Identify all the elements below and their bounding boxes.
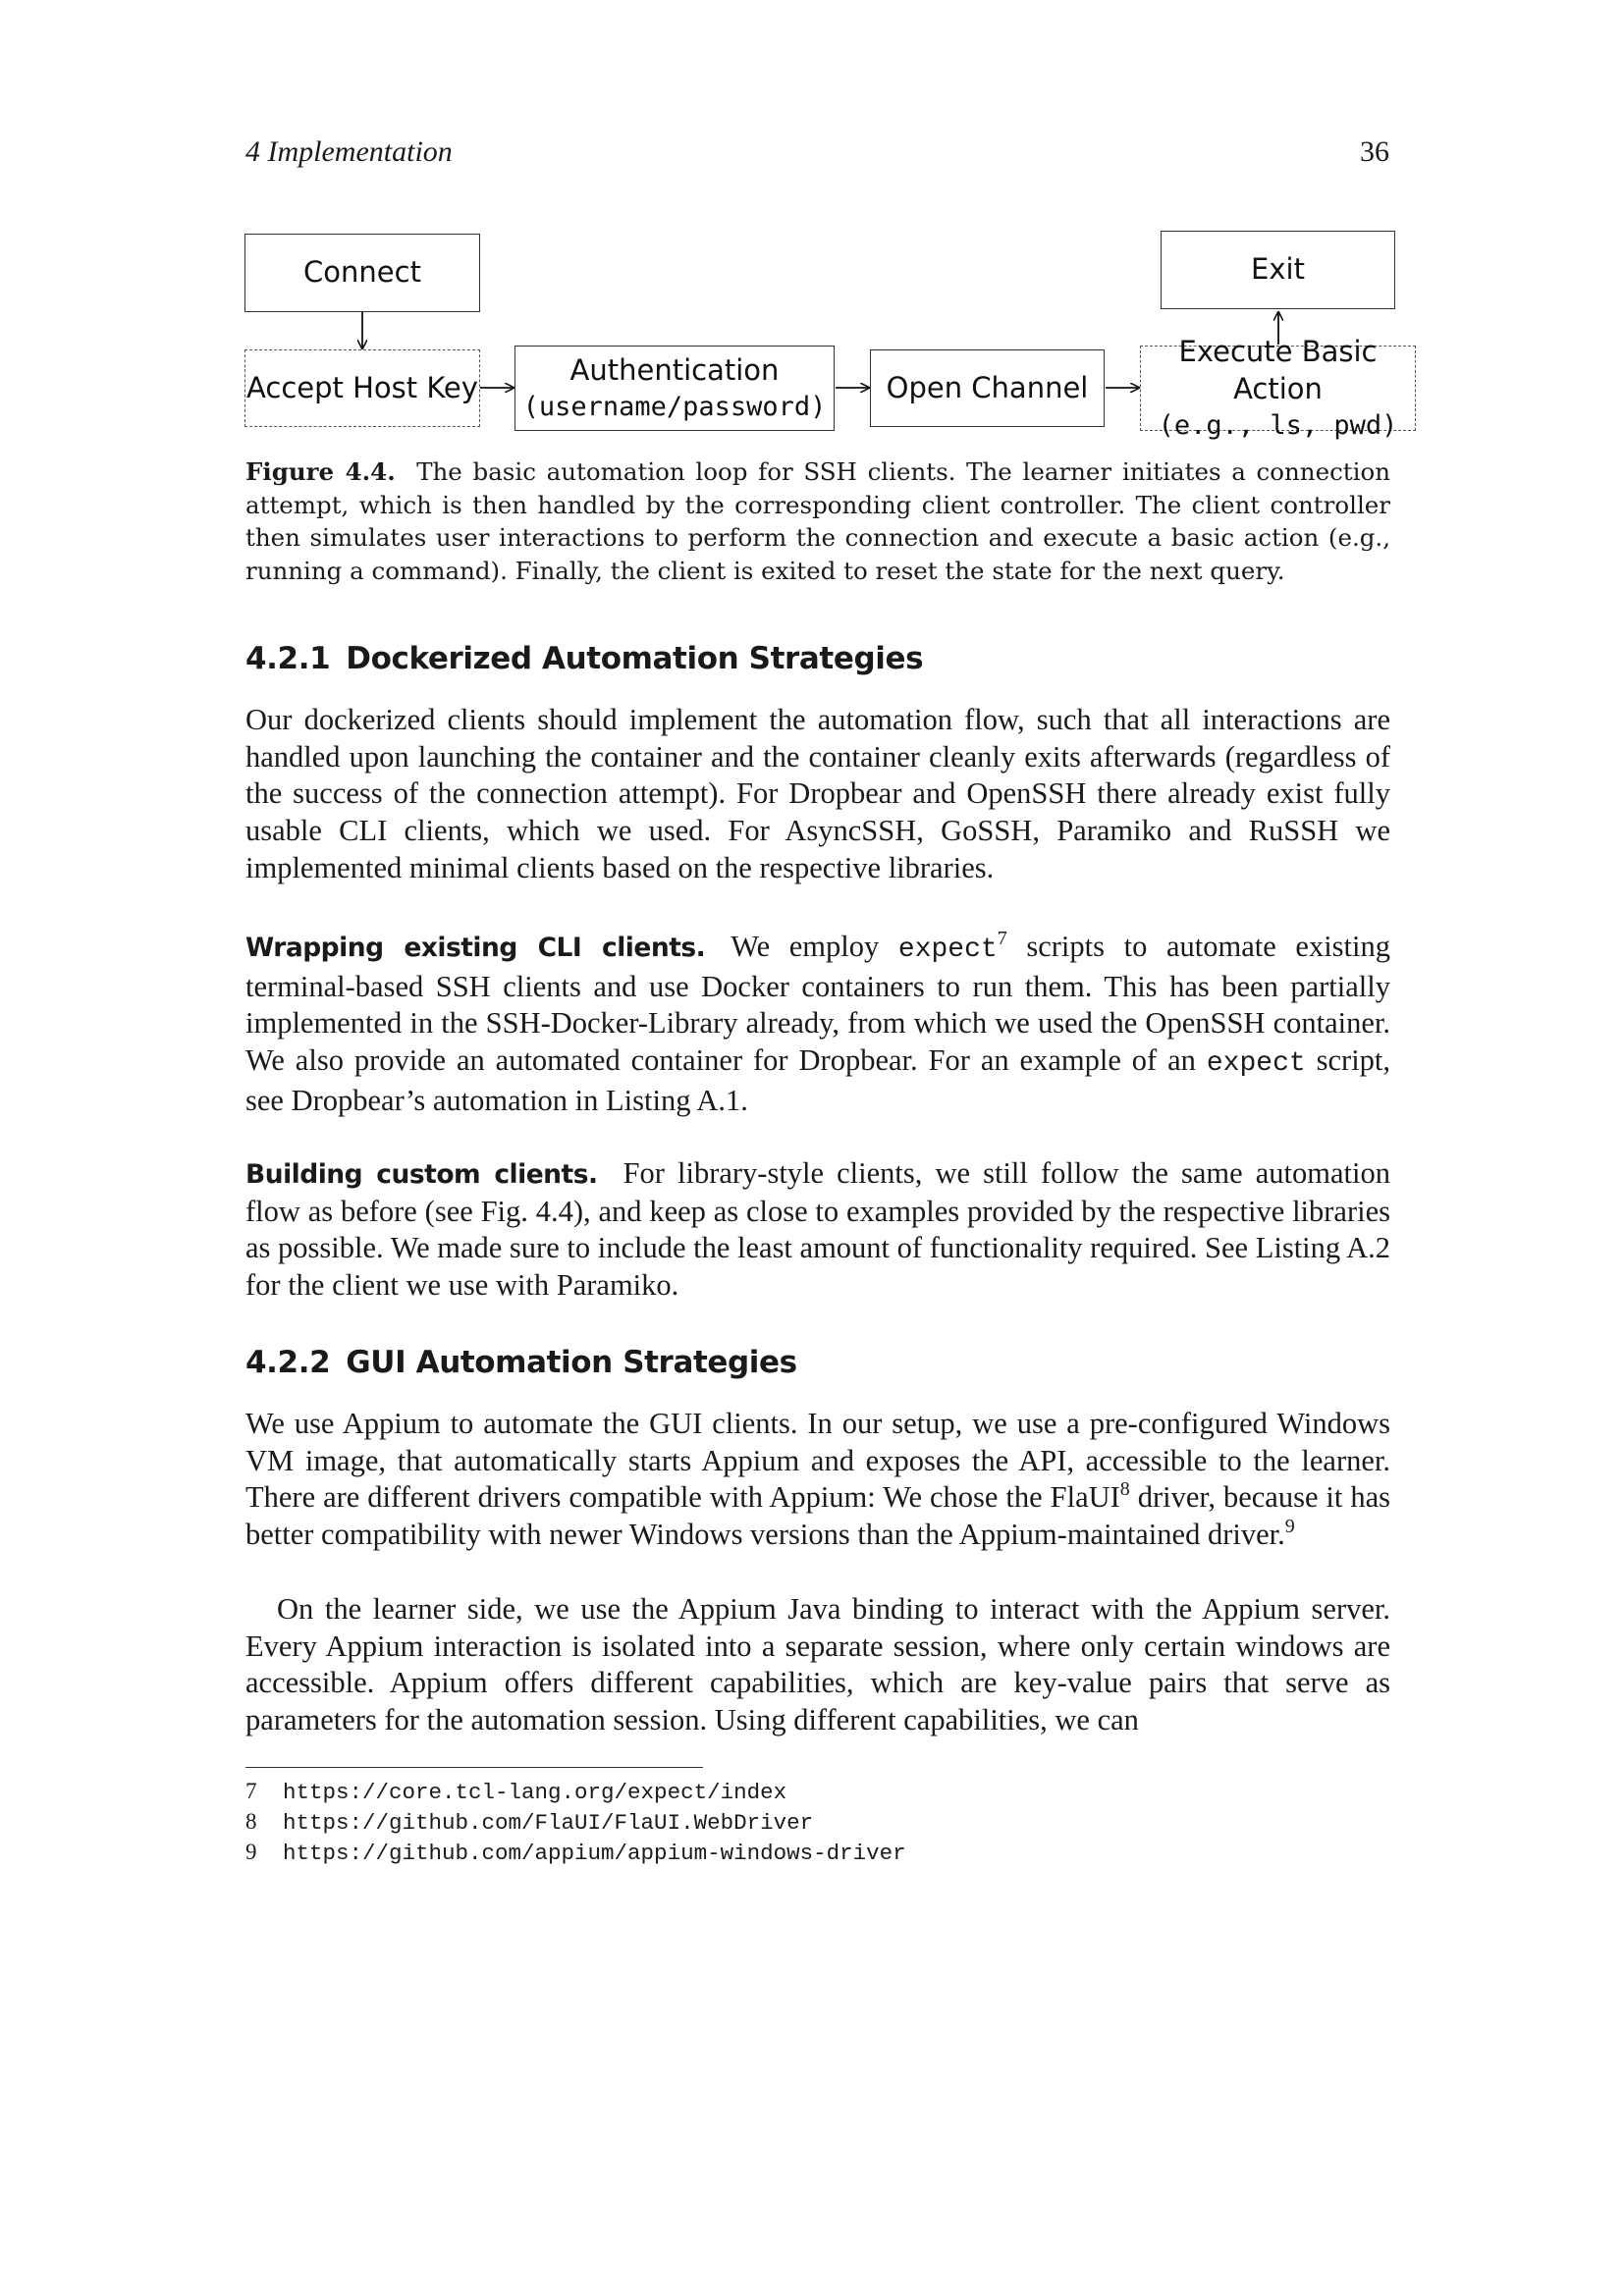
node-accept-host-key-label: Accept Host Key bbox=[246, 370, 478, 404]
code-expect: expect bbox=[1206, 1048, 1306, 1080]
footnote-url: https://github.com/FlaUI/FlaUI.WebDriver bbox=[283, 1810, 814, 1836]
node-authentication bbox=[514, 346, 835, 431]
footnote-ref-7: 7 bbox=[997, 928, 1007, 949]
building-text: For library-style clients, we still follow the same automation flow as before (see Fig. 4.4), and keep as close to examples provided by the respective libraries as possible. We made sure to include the least amount of functionality required. See Listing A.2 for the client we use with Paramiko. bbox=[245, 1156, 1390, 1303]
node-exit bbox=[1161, 231, 1395, 309]
node-connect bbox=[244, 234, 480, 312]
node-accept-host-key bbox=[244, 349, 480, 427]
wrapping-text-3: script, see Dropbear’s automation in Listing A.1. bbox=[245, 1043, 1391, 1117]
paragraph-building-custom bbox=[245, 1155, 1390, 1305]
footnote-ref-9: 9 bbox=[1284, 1516, 1295, 1538]
paragraph-wrapping-cli bbox=[245, 929, 1390, 1120]
gui-text-b: driver, because it has better compatibility with newer Windows versions than the Appium-maintained driver. bbox=[245, 1480, 1391, 1552]
paragraph-gui-automation bbox=[245, 1406, 1390, 1554]
section-title-text: GUI Automation Strategies bbox=[346, 1345, 797, 1380]
chapter-title: 4 Implementation bbox=[245, 135, 453, 168]
paragraph-heading-building: Building custom clients. bbox=[245, 1159, 598, 1190]
footnote-url: https://core.tcl-lang.org/expect/index bbox=[283, 1780, 787, 1805]
paragraph-learner-side: On the learner side, we use the Appium Java binding to interact with the Appium server. Every Appium interaction is isolated into a separate session, where only certain windows are accessible. Appium offers different capabilities, which are key-value pairs that serve as parameters for the automation session. Using different capabilities, we can bbox=[245, 1592, 1390, 1737]
footnote-number: 7 bbox=[245, 1779, 257, 1803]
section-heading-4-2-1 bbox=[245, 641, 923, 676]
page-number: 36 bbox=[1360, 135, 1389, 168]
footnote-url: https://github.com/appium/appium-windows-driver bbox=[283, 1841, 906, 1866]
footnote-ref-8: 8 bbox=[1119, 1478, 1130, 1501]
gui-text-a: We use Appium to automate the GUI clients. In our setup, we use a pre-configured Windows VM image, that automatically starts Appium and exposes the API, accessible to the learner. There are different drivers compatible with Appium: We chose the FlaUI bbox=[245, 1407, 1390, 1515]
wrapping-text-1: We employ bbox=[731, 930, 880, 963]
node-open-channel-label: Open Channel bbox=[886, 370, 1089, 404]
node-open-channel bbox=[870, 349, 1105, 427]
node-execute-detail: (e.g., ls, pwd) bbox=[1158, 409, 1398, 441]
figure-caption-text: The basic automation loop for SSH clients. The learner initiates a connection attempt, which is then handled by the corresponding client controller. The client controller then simulates user interactions to perform the connection and execute a basic action (e.g., running a command). Finally, the client is exited to reset the state for the next query. bbox=[245, 457, 1391, 585]
wrapping-text-2: scripts to automate existing terminal-based SSH clients and use Docker containers to run them. This has been partially implemented in the SSH-Docker-Library already, from which we used the OpenSSH container. We also provide an automated container for Dropbear. For an example of an bbox=[245, 930, 1390, 1078]
section-number: 4.2.2 bbox=[245, 1345, 331, 1380]
figure-caption-label: Figure 4.4. bbox=[245, 457, 396, 486]
footnote-7 bbox=[245, 1779, 786, 1805]
node-connect-label: Connect bbox=[303, 255, 421, 290]
code-expect: expect bbox=[897, 934, 998, 965]
footnote-8 bbox=[245, 1809, 813, 1836]
node-execute-basic-action bbox=[1140, 335, 1416, 441]
node-authentication-label: Authentication bbox=[569, 353, 780, 388]
footnote-9 bbox=[245, 1840, 906, 1866]
node-execute-label: Execute Basic Action bbox=[1178, 335, 1378, 405]
figure-caption bbox=[245, 455, 1390, 587]
section-title-text: Dockerized Automation Strategies bbox=[346, 641, 924, 676]
node-authentication-detail: (username/password) bbox=[522, 391, 827, 422]
footnote-number: 8 bbox=[245, 1809, 257, 1834]
section-number: 4.2.1 bbox=[245, 641, 331, 676]
paragraph-dockerized-intro: Our dockerized clients should implement the automation flow, such that all interactions are handled upon launching the container and the container cleanly exits afterwards (regardless of the success of the connection attempt). For Dropbear and OpenSSH there already exist fully usable CLI clients, which we used. For AsyncSSH, GoSSH, Paramiko and RuSSH we implemented minimal clients based on the respective libraries. bbox=[245, 703, 1390, 884]
footnote-number: 9 bbox=[245, 1840, 257, 1864]
footnote-rule bbox=[245, 1767, 703, 1768]
paragraph-heading-wrapping: Wrapping existing CLI clients. bbox=[245, 933, 706, 963]
section-heading-4-2-2 bbox=[245, 1345, 797, 1380]
node-exit-label: Exit bbox=[1251, 252, 1305, 287]
